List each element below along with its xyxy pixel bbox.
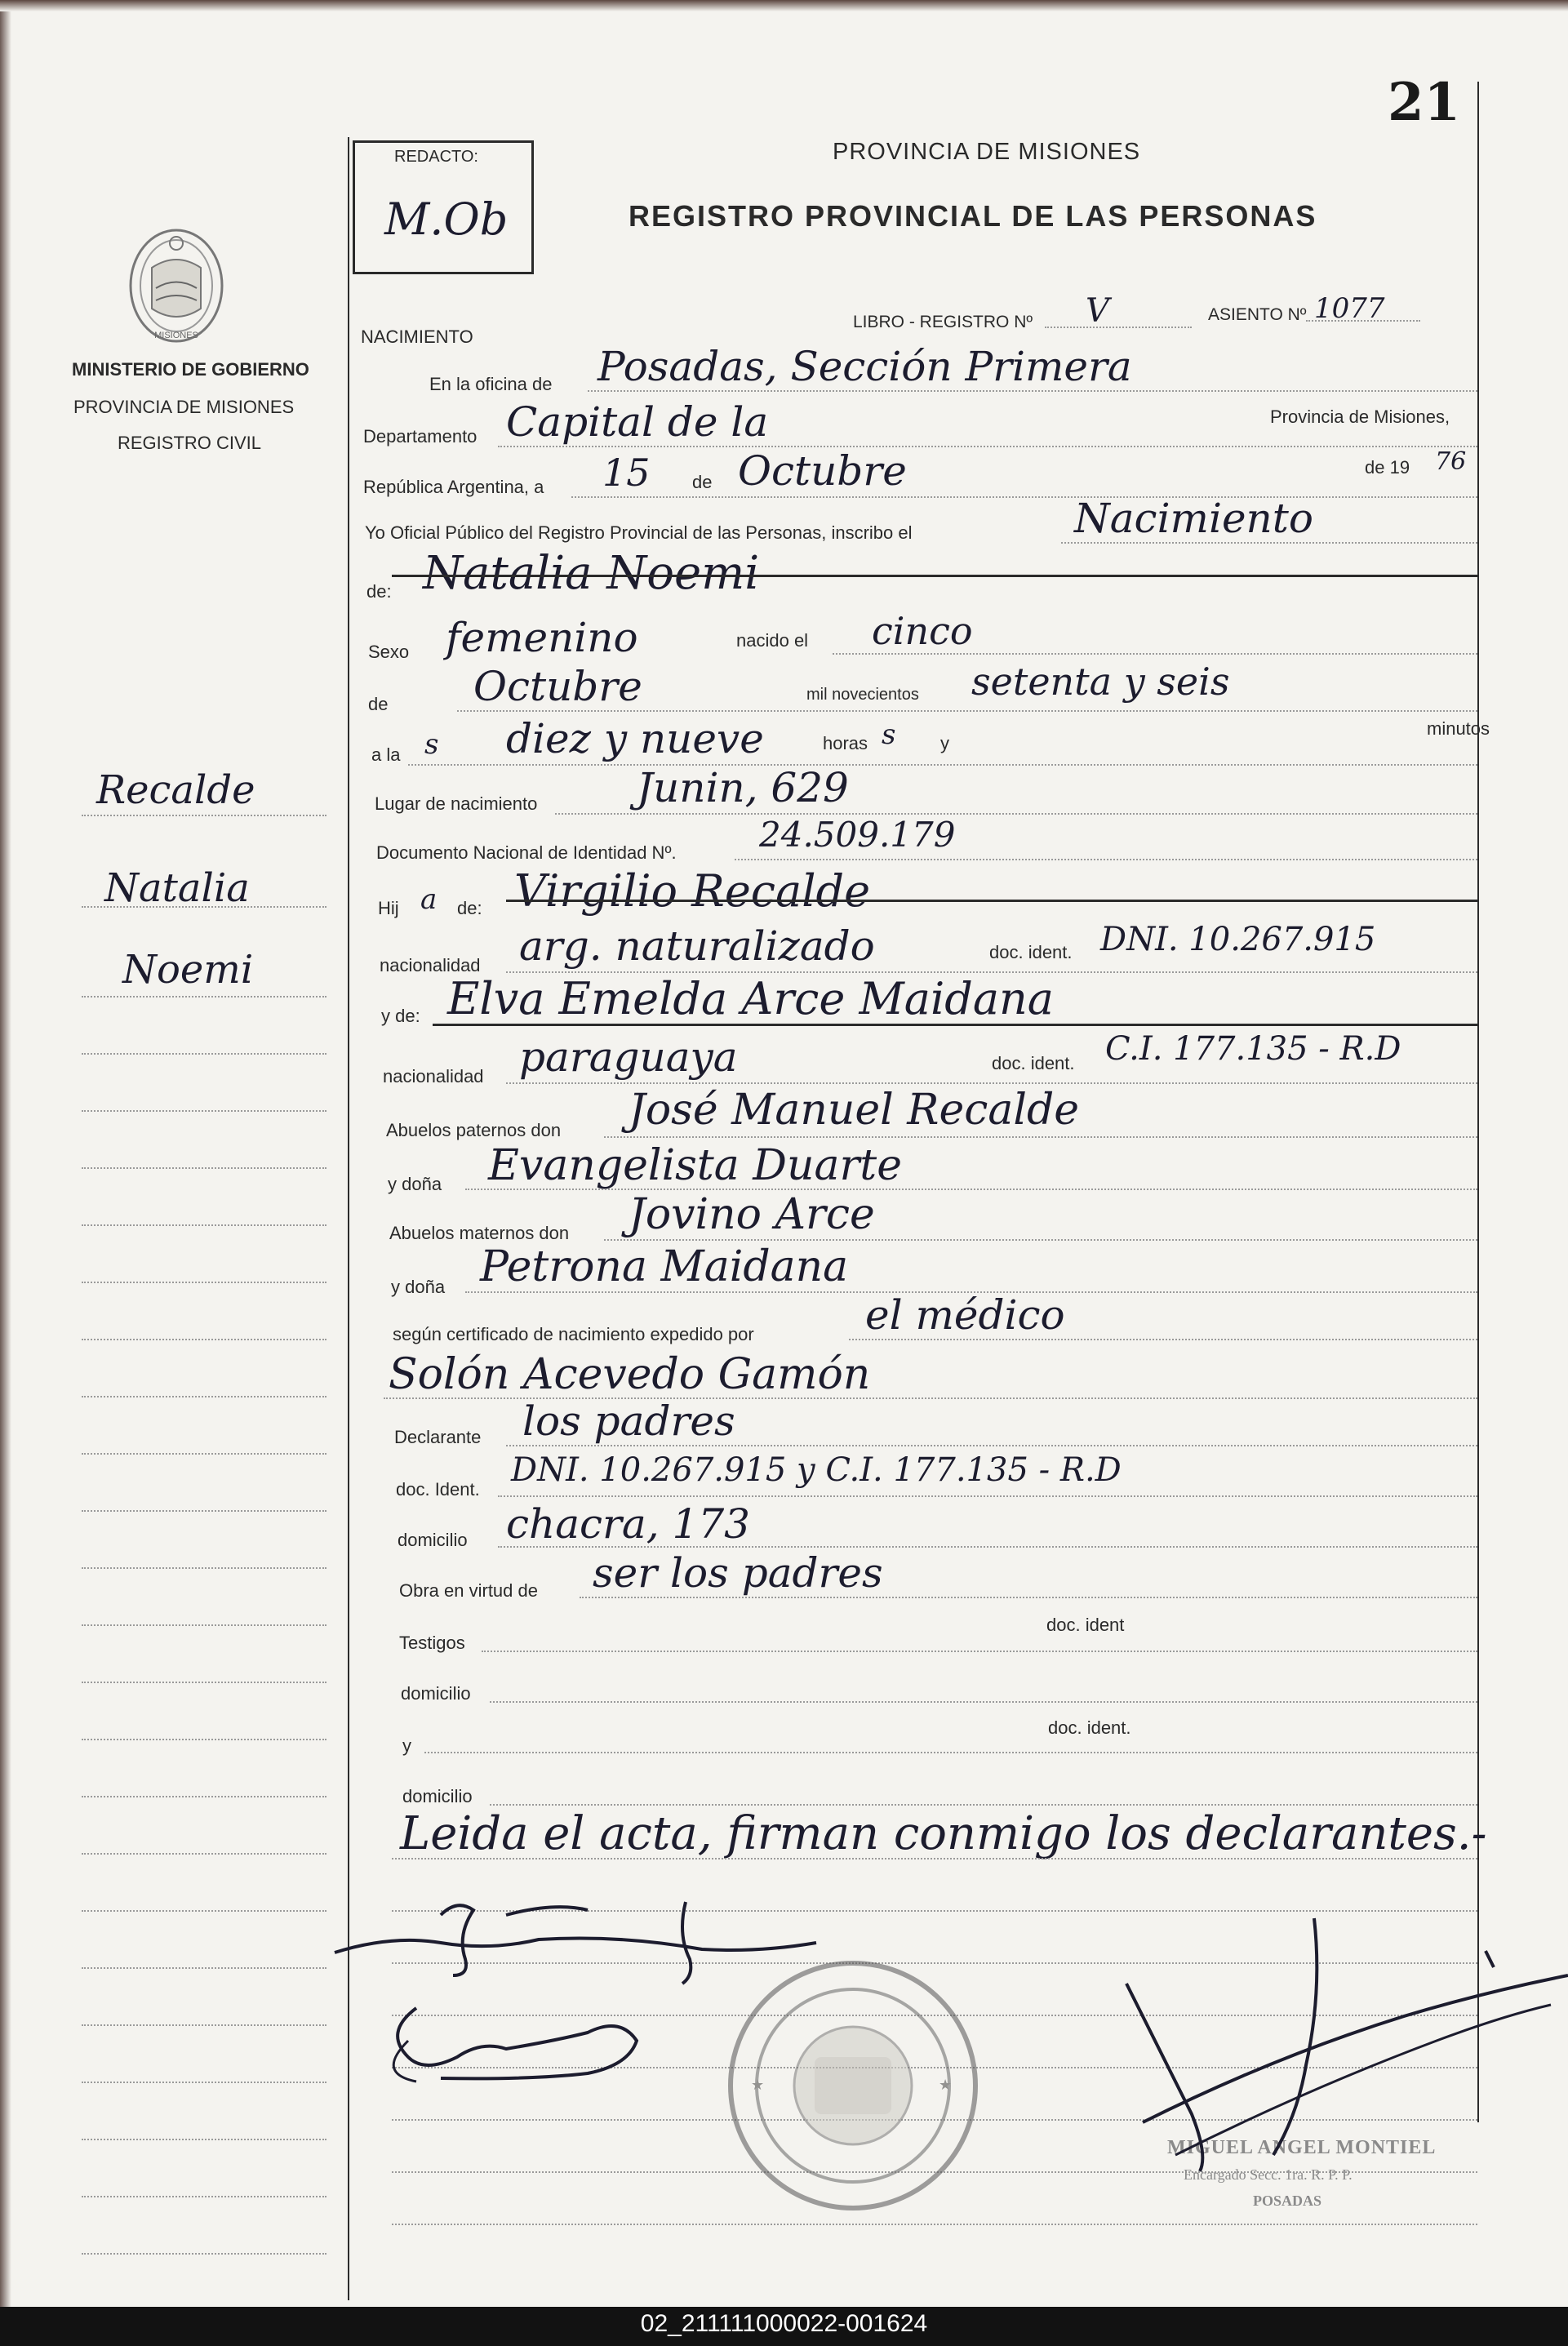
declarante-label: Declarante: [394, 1427, 482, 1447]
margin-rule: [348, 137, 349, 2300]
segun-label: según certificado de nacimiento expedido por: [393, 1324, 754, 1344]
domicilio2-label: domicilio: [401, 1683, 471, 1704]
padre-nac-label: nacionalidad: [380, 955, 481, 975]
padre-docid-label: doc. ident.: [989, 942, 1073, 962]
margin-first-name: Natalia: [104, 865, 250, 911]
ministry-name: MINISTERIO DE GOBIERNO: [72, 359, 309, 380]
redacto-box: [353, 140, 534, 274]
coat-of-arms-seal: [119, 219, 233, 349]
libro-value: V: [1086, 292, 1109, 330]
lugar-value: Junin, 629: [637, 764, 849, 811]
binding-shadow: [0, 0, 11, 2346]
leida-value: Leida el acta, firman conmigo los declarantes.-: [400, 1807, 1487, 1860]
svg-text:★: ★: [939, 2077, 953, 2093]
redacto-label: REDACTO:: [394, 148, 478, 166]
mil-label: mil novecientos: [806, 686, 919, 704]
de-mes-label: de: [368, 694, 389, 714]
seal-text: MISIONES: [154, 331, 198, 340]
y2-label: y: [402, 1735, 411, 1756]
libro-label: LIBRO - REGISTRO Nº: [853, 313, 1033, 331]
asiento-value: 1077: [1314, 292, 1385, 325]
docident4-label: doc. ident.: [1048, 1717, 1131, 1738]
domicilio-label: domicilio: [398, 1530, 468, 1550]
madre-value: Elva Emelda Arce Maidana: [447, 973, 1055, 1024]
madre-nac-value: paraguaya: [519, 1033, 738, 1081]
record-type: NACIMIENTO: [361, 327, 473, 347]
obra-value: ser los padres: [593, 1549, 883, 1597]
lugar-label: Lugar de nacimiento: [375, 793, 538, 814]
departamento-value: Capital de la: [506, 398, 769, 446]
abuela-m-value: Petrona Maidana: [480, 1242, 849, 1291]
horas-label: horas: [823, 733, 868, 753]
hij-de-label: de:: [457, 898, 482, 918]
dia-value: 15: [602, 451, 651, 495]
docident3-label: doc. ident: [1046, 1615, 1125, 1635]
ala-label: a la: [371, 744, 401, 765]
ala-s: s: [424, 728, 439, 761]
y-label: y: [940, 733, 949, 753]
padre-nac-value: arg. naturalizado: [519, 922, 875, 970]
padre-value: Virgilio Recalde: [514, 865, 871, 917]
nacido-value: cinco: [872, 609, 973, 653]
asiento-label: ASIENTO Nº: [1208, 305, 1307, 324]
domicilio-value: chacra, 173: [506, 1500, 750, 1548]
ministry-registry: REGISTRO CIVIL: [118, 433, 262, 453]
docident2-value: DNI. 10.267.915 y C.I. 177.135 - R.D: [511, 1451, 1122, 1489]
madre-doc-value: C.I. 177.135 - R.D: [1105, 1030, 1401, 1068]
registry-stamp: [718, 1951, 988, 2220]
header-title: REGISTRO PROVINCIAL DE LAS PERSONAS: [629, 199, 1317, 233]
mil-value: setenta y seis: [971, 660, 1230, 704]
padre-doc-value: DNI. 10.267.915: [1100, 921, 1376, 958]
abuelos-m-label: Abuelos maternos don: [389, 1223, 570, 1243]
margin-surname: Recalde: [96, 767, 255, 813]
oficial-value: Nacimiento: [1074, 495, 1313, 542]
page-edge: [0, 0, 1568, 11]
hora-value: diez y nueve: [506, 715, 764, 762]
nombre-value: Natalia Noemi: [423, 547, 760, 600]
margin-middle-name: Noemi: [122, 947, 254, 993]
mes-nac-value: Octubre: [473, 663, 642, 710]
domicilio3-label: domicilio: [402, 1786, 473, 1806]
abuela-p-value: Evangelista Duarte: [488, 1141, 902, 1190]
minutos-label: minutos: [1427, 718, 1490, 739]
madre-docid-label: doc. ident.: [992, 1053, 1075, 1073]
abuelo-p-value: José Manuel Recalde: [629, 1086, 1080, 1135]
header-province: PROVINCIA DE MISIONES: [833, 139, 1141, 165]
abuelo-m-value: Jovino Arce: [629, 1190, 875, 1239]
sexo-label: Sexo: [368, 642, 410, 662]
page-number: 21: [1388, 72, 1461, 133]
yde-label: y de:: [381, 1006, 420, 1026]
nombre-label: de:: [366, 581, 392, 602]
abuelos-p-label: Abuelos paternos don: [386, 1120, 562, 1140]
testigos-label: Testigos: [399, 1633, 465, 1653]
de-label: de: [692, 472, 713, 492]
dni-value: 24.509.179: [759, 815, 956, 855]
redacto-value: M.Ob: [384, 193, 509, 245]
horas-s: s: [882, 718, 896, 751]
svg-text:★: ★: [751, 2077, 765, 2093]
hij-label: Hij: [378, 898, 399, 918]
official-name: MIGUEL ANGEL MONTIEL: [1167, 2137, 1437, 2158]
oficial-label: Yo Oficial Público del Registro Provincial de las Personas, inscribo el: [365, 522, 913, 543]
departamento-label: Departamento: [363, 426, 478, 447]
mes-value: Octubre: [738, 447, 907, 495]
footer-id: 02_211111000022-001624: [640, 2310, 928, 2337]
declarante-value: los padres: [522, 1397, 735, 1445]
oficina-label: En la oficina de: [429, 374, 553, 394]
official-role: Encargado Secc. 1ra. R. P. P.: [1184, 2166, 1353, 2183]
provincia-suffix: Provincia de Misiones,: [1270, 407, 1450, 427]
official-city: POSADAS: [1253, 2193, 1322, 2209]
obra-label: Obra en virtud de: [399, 1580, 538, 1601]
nacido-label: nacido el: [736, 630, 809, 651]
madre-nac-label: nacionalidad: [383, 1066, 484, 1086]
ministry-province: PROVINCIA DE MISIONES: [73, 397, 295, 417]
docident2-label: doc. Ident.: [396, 1479, 480, 1500]
anio-label: de 19: [1365, 457, 1410, 478]
dni-label: Documento Nacional de Identidad Nº.: [376, 842, 677, 863]
abuela-m-label: y doña: [391, 1277, 446, 1297]
republica-label: República Argentina, a: [363, 477, 544, 497]
medico-value: Solón Acevedo Gamón: [389, 1350, 871, 1399]
segun-value: el médico: [865, 1291, 1065, 1339]
abuela-p-label: y doña: [388, 1174, 442, 1194]
oficina-value: Posadas, Sección Primera: [597, 343, 1132, 390]
anio-value: 76: [1435, 447, 1467, 476]
hij-suffix: a: [420, 883, 438, 916]
sexo-value: femenino: [446, 614, 638, 661]
